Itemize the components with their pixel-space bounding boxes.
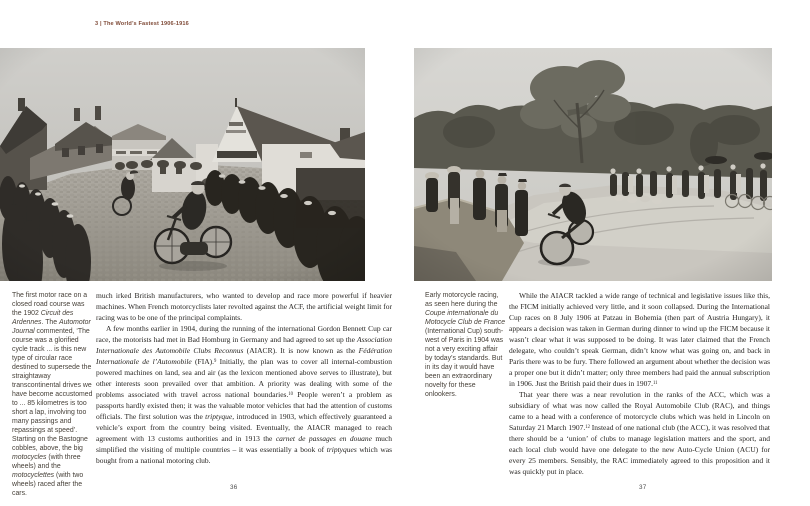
left-photo-caption: The first motor race on a closed road course was the 1902 Circuit des Ardennes. The Automotor Journal commented, ‘The course was a glorified cycle track ... is this new type of circular race destined to supersede the straightaway transcontinental drives we have become accustomed to ... 85 kilometres is too short a lap, involving too many passings and repassings at speed’. Starting on the Bastogne cobbles, above, the big motocycles (with three wheels) and the motocyclettes (with two wheels) raced after the cars.	[12, 292, 93, 497]
chapter-header: 3 | The World’s Fastest 1906-1916	[95, 21, 189, 27]
left-body-paragraph-1: much irked British manufacturers, who wanted to develop and race more powerful if heavier machines. When French motorcyclists later revolted against the ACF, the artificial weight limit for racing was to be one of the principal complaints.	[96, 291, 392, 322]
left-page-body	[96, 290, 392, 466]
right-body-paragraph-2: That year there was a near revolution in the ranks of the ACC, which was a subsidiary of what was now called the Royal Automobile Club (RAC), and things came to a head with a conference of motorcycle clubs which was held in Lincoln on Saturday 21 March 1907.12 Instead of one national club (the ACC), it was resolved that there should be a ‘union’ of clubs to manage legislation matters and the sport, and each local club would have one delegate to the new Auto-Cycle Union (ACU) for every 25 members. Sensibly, the RAC immediately agreed to this proposition and it was quickly put in place.	[509, 390, 771, 476]
left-page-number: 36	[230, 484, 238, 491]
right-photo-caption: Early motorcycle racing, as seen here during the Coupe internationale du Motocycle Club de France (International Cup) south-west of Paris in 1904 was not a very exciting affair by today’s standards. But in its day it would have been an extraordinary novelty for these onlookers.	[425, 292, 506, 398]
right-page-photo	[414, 48, 772, 281]
right-body-paragraph-1: While the AIACR tackled a wide range of technical and legislative issues like this, the FICM initially achieved very little, and it soon collapsed. During the International Cup races on 8 July 1906 at Patzau in Bohemia (then part of Austria Hungary), it appears a decision was taken in German during dinner to wind up the FICM because it wasn’t clear what it was supposed to be doing. It was later claimed that the French delegate, who couldn’t speak German, didn’t know what was going on, and back in Paris there was to be fury. There followed an argument about whether the decision was a proper one but it didn’t matter; only three members had paid the annual subscription in 1906. Just the British paid their dues in 1907.11	[509, 291, 770, 388]
left-page-photo	[0, 48, 365, 281]
left-body-paragraph-2: A few months earlier in 1904, during the running of the international Gordon Bennett Cup car race, the motorists had met in Bad Homburg in Germany and had agreed to set up the Association Internationale des Automobile Clubs Reconnus (AIACR). It is now known as the Fédération Internationale de l’Automobile (FIA).$^9$ Initially, the plan was to cover all internal-combustion powered machines on land, sea and air (as the lexicon mentioned above serves to illustrate), but other interests soon prevailed over that ambition. A priority was dealing with some of the problems associated with travel across national boundaries.$^{10}$ People weren’t a problem as passports hardly existed then; it was the valuable motor vehicles that had the attention of customs officials. The first solution was the triptyque, introduced in 1903, which effectively guaranteed a vehicle’s export from the country being visited. Eventually, the AIACR managed to reach agreement with 13 customs authorities and in 1913 the carnet de passages en douane much simplified the visiting of multiple countries – it was essentially a book of triptyques which was bought from a national motoring club.	[96, 324, 393, 465]
street-race-photo-image	[0, 48, 365, 281]
right-page-number: 37	[639, 484, 647, 491]
motorcycle-race-photo-image	[414, 48, 772, 281]
right-page-body	[509, 290, 770, 477]
